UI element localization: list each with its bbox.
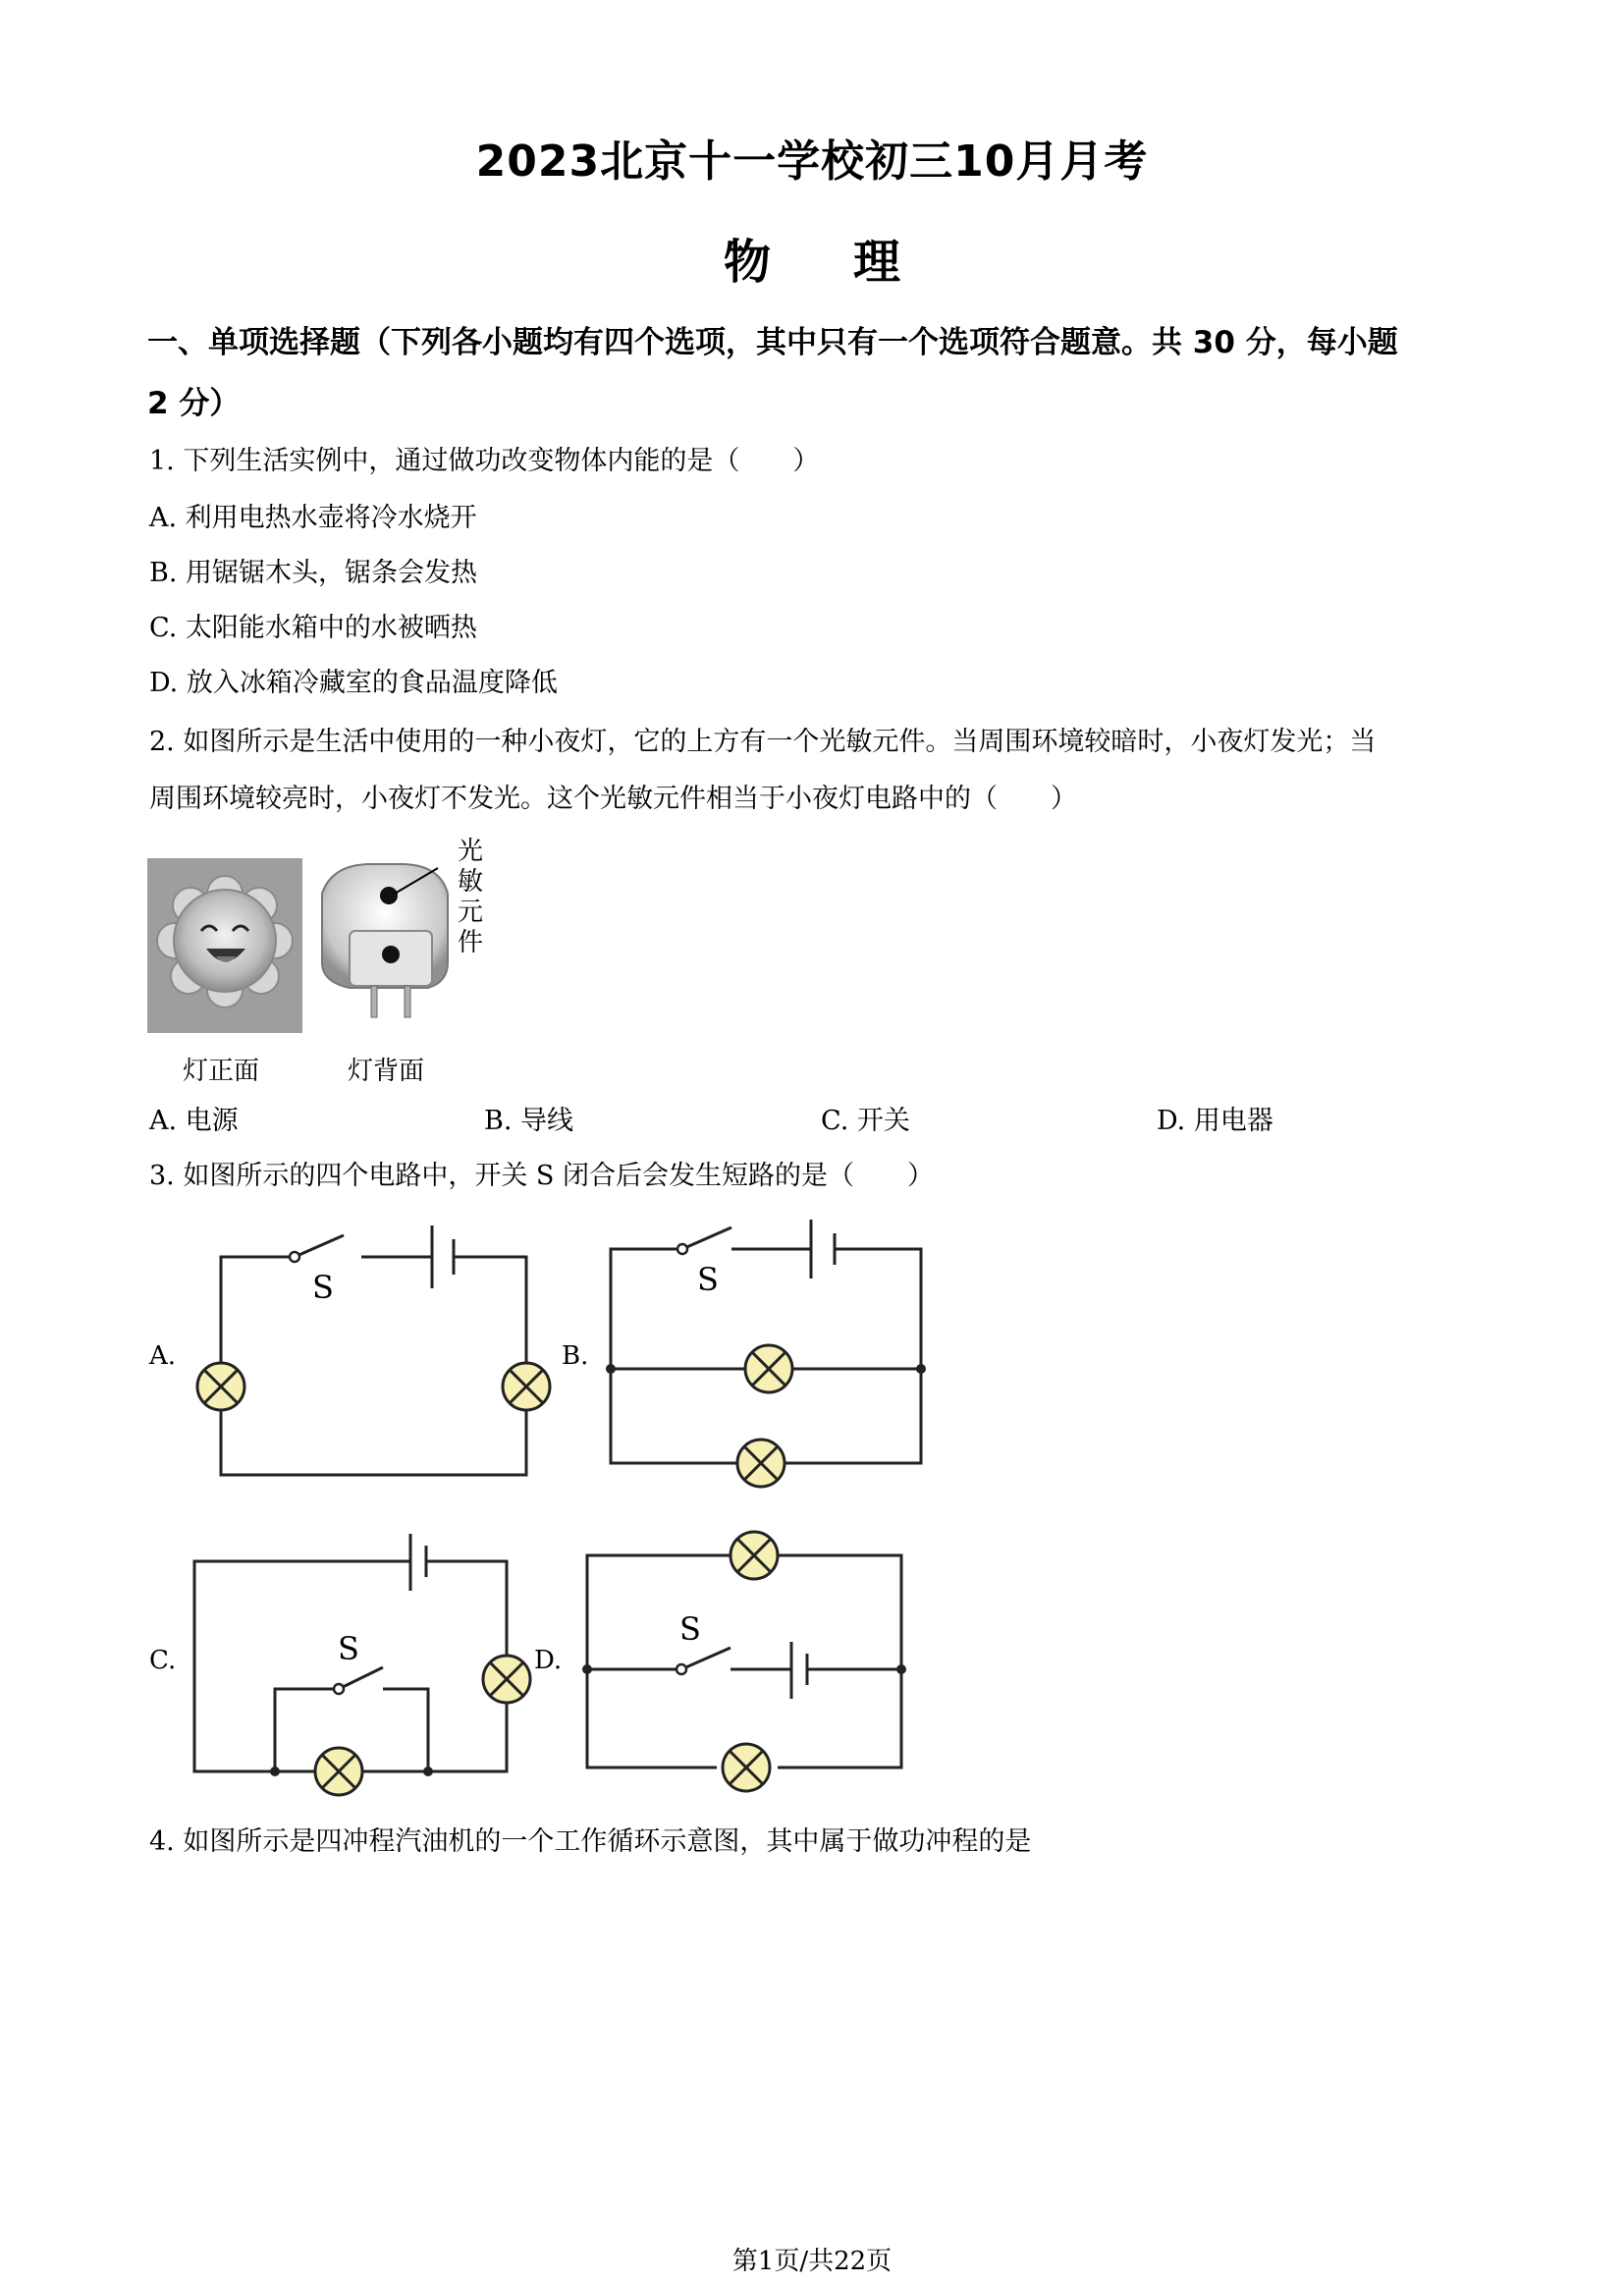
switch-label-d: S [679, 1610, 701, 1648]
circuit-label-d: D. [534, 1646, 563, 1675]
q2-option-b: B. 导线 [484, 1106, 574, 1136]
q2-option-d: D. 用电器 [1157, 1106, 1273, 1136]
section-heading-line-2: 2 分） [147, 386, 241, 421]
q2-stem-line-2: 周围环境较亮时，小夜灯不发光。这个光敏元件相当于小夜灯电路中的（ ） [149, 784, 1077, 814]
page-title: 2023北京十一学校初三10月月考 [475, 136, 1149, 187]
q1-stem: 1. 下列生活实例中，通过做功改变物体内能的是（ ） [149, 446, 820, 476]
bulb-a-left [197, 1363, 244, 1410]
circuit-a [221, 1225, 526, 1475]
switch-label-b: S [697, 1261, 719, 1298]
bulb-c-right [483, 1656, 530, 1703]
bulb-d-bottom [723, 1744, 770, 1791]
back-caption: 灯背面 [348, 1057, 425, 1086]
sensor-label-char-3: 元 [457, 898, 483, 927]
bulb-d-top [731, 1532, 778, 1579]
circuit-d [587, 1555, 901, 1768]
circuit-label-b: B. [562, 1341, 589, 1371]
q1-option-c: C. 太阳能水箱中的水被晒热 [149, 613, 477, 643]
q2-stem-line-1: 2. 如图所示是生活中使用的一种小夜灯，它的上方有一个光敏元件。当周围环境较暗时，小夜灯发光；当 [149, 727, 1377, 757]
circuit-label-a: A. [149, 1341, 177, 1371]
q1-option-a: A. 利用电热水壶将冷水烧开 [149, 503, 477, 533]
circuit-label-c: C. [149, 1646, 177, 1675]
q1-option-b: B. 用锯锯木头，锯条会发热 [149, 558, 478, 588]
q2-option-a: A. 电源 [149, 1106, 239, 1136]
page-footer: 第1页/共22页 [731, 2247, 893, 2276]
sensor-label-char-2: 敏 [457, 867, 483, 897]
section-heading-line-1: 一、单项选择题（下列各小题均有四个选项，其中只有一个选项符合题意。共 30 分，每小题 [147, 325, 1398, 360]
q2-option-c: C. 开关 [821, 1106, 910, 1136]
bulb-c-bottom [315, 1748, 362, 1795]
switch-label-a: S [312, 1269, 334, 1306]
bulb-b-bottom [737, 1440, 785, 1487]
q4-stem: 4. 如图所示是四冲程汽油机的一个工作循环示意图，其中属于做功冲程的是 [149, 1826, 1032, 1857]
front-caption: 灯正面 [183, 1057, 260, 1086]
bulb-a-right [503, 1363, 550, 1410]
sensor-label-char-4: 件 [457, 928, 483, 957]
bulb-b-top [745, 1345, 792, 1392]
subject-char-1: 物 [723, 235, 771, 290]
circuit-b [611, 1220, 921, 1463]
switch-label-c: S [338, 1630, 359, 1667]
subject-char-2: 理 [853, 235, 901, 290]
sensor-label-char-1: 光 [457, 837, 483, 866]
q3-stem: 3. 如图所示的四个电路中，开关 S 闭合后会发生短路的是（ ） [149, 1161, 935, 1191]
q1-option-d: D. 放入冰箱冷藏室的食品温度降低 [149, 668, 558, 698]
